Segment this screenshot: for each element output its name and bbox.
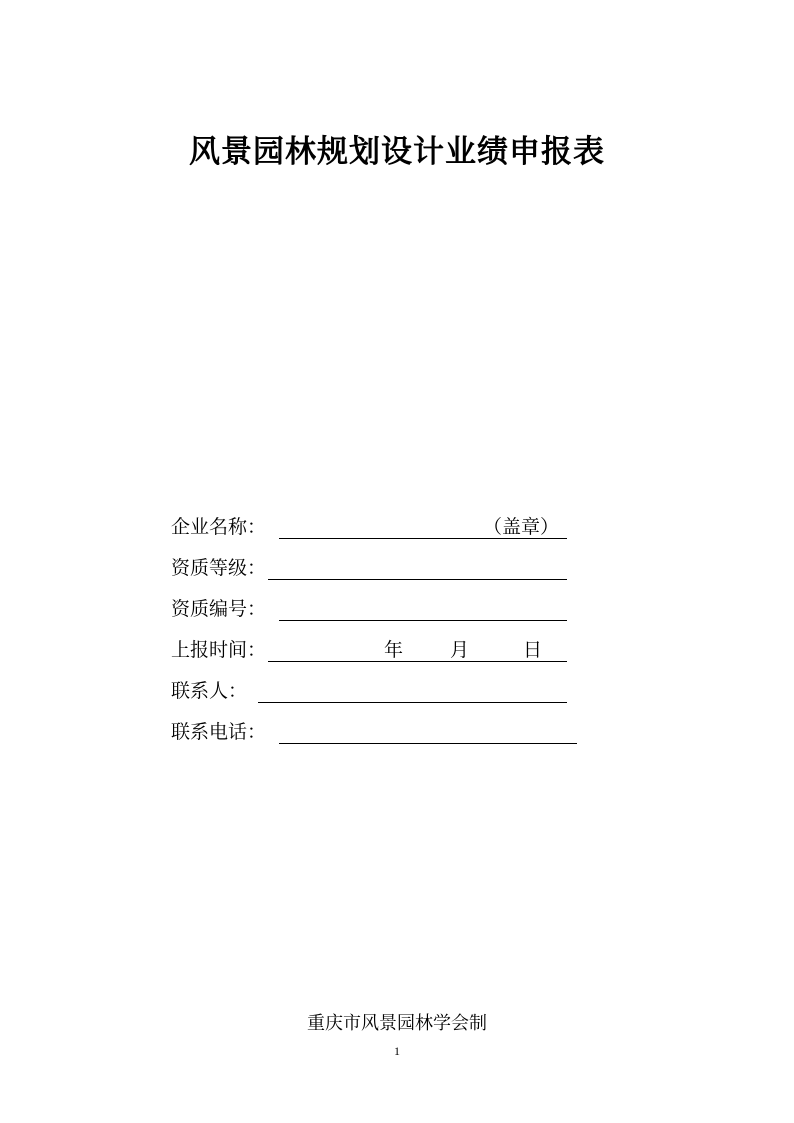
contact-person-label: 联系人： (171, 680, 248, 702)
qualification-number-line[interactable] (279, 620, 567, 621)
contact-person-line[interactable] (258, 702, 567, 703)
document-title: 风景园林规划设计业绩申报表 (189, 134, 605, 170)
qualification-level-field (171, 553, 571, 583)
contact-person-field (171, 676, 571, 706)
contact-phone-line[interactable] (279, 743, 577, 744)
contact-phone-label: 联系电话： (171, 721, 267, 743)
report-date-label: 上报时间： (171, 639, 267, 661)
company-name-field (171, 512, 571, 542)
year-label: 年 (384, 639, 404, 661)
qualification-level-label: 资质等级： (171, 557, 267, 579)
company-name-label: 企业名称： (171, 516, 267, 538)
report-date-field (171, 635, 571, 665)
seal-note: （盖章） (483, 516, 560, 538)
month-label: 月 (450, 639, 470, 661)
contact-phone-field (171, 717, 581, 747)
qualification-level-line[interactable] (268, 579, 567, 580)
qualification-number-field (171, 594, 571, 624)
qualification-number-label: 资质编号： (171, 598, 267, 620)
day-label: 日 (523, 639, 543, 661)
page-number: 1 (394, 1044, 400, 1058)
issuer-footer: 重庆市风景园林学会制 (307, 1013, 487, 1034)
